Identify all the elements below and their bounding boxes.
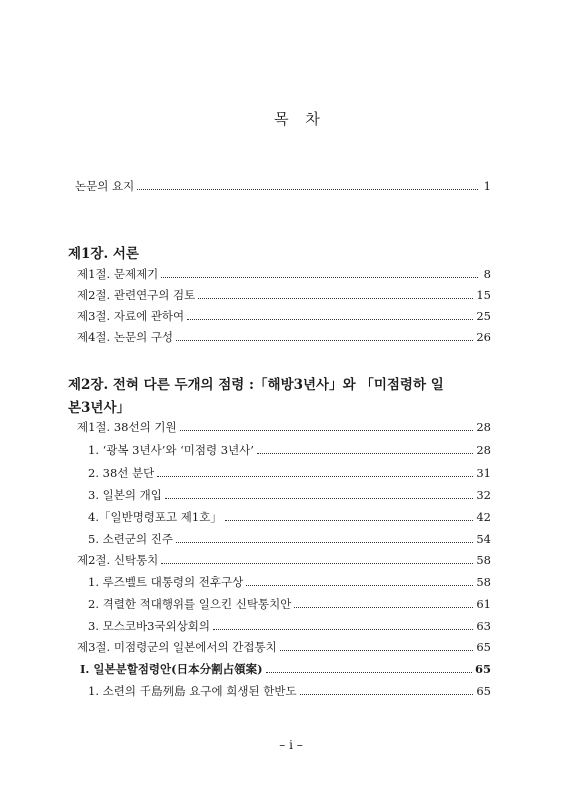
toc-entry-label: 제3절. 미점령군의 일본에서의 간접통치	[77, 640, 277, 654]
dot-leader	[280, 649, 474, 651]
toc-entry-label: 1. 루즈벨트 대통령의 전후구상	[88, 575, 244, 589]
dot-leader	[161, 276, 478, 278]
dot-leader	[176, 541, 473, 543]
toc-entry-page: 65	[474, 662, 491, 676]
toc-entry-label: 5. 소련군의 진주	[88, 532, 173, 546]
dot-leader	[266, 671, 472, 673]
toc-title-char-2: 차	[305, 110, 320, 128]
toc-entry-page: 54	[476, 532, 491, 546]
toc-entry-2-3-I[interactable]	[80, 659, 491, 679]
toc-entry-page: 61	[476, 597, 491, 611]
dot-leader	[180, 429, 474, 431]
toc-entry-page: 28	[476, 443, 491, 457]
dot-leader	[165, 497, 474, 499]
dot-leader	[198, 297, 473, 299]
toc-entry-1-2[interactable]	[77, 285, 491, 305]
toc-entry-2-2-1[interactable]	[88, 572, 491, 592]
toc-entry-2-3-I-1[interactable]	[88, 681, 491, 701]
chapter-1-heading[interactable]: 제1장. 서론	[68, 246, 139, 262]
toc-entry-label: 제2절. 신탁통치	[77, 553, 159, 567]
toc-entry-label: I. 일본분할점령안(日本分割占領案)	[80, 662, 263, 676]
toc-title-char-1: 목	[274, 110, 289, 128]
toc-entry-abstract[interactable]	[75, 176, 491, 196]
toc-entry-1-3[interactable]	[77, 306, 491, 326]
toc-entry-page: 1	[483, 179, 491, 193]
toc-entry-page: 63	[476, 619, 491, 633]
dot-leader	[294, 606, 473, 608]
toc-entry-label: 3. 모스코바3국외상회의	[88, 619, 210, 633]
toc-entry-2-2-3[interactable]	[88, 616, 491, 636]
toc-entry-2-2[interactable]	[77, 550, 491, 570]
dot-leader	[257, 452, 473, 454]
dot-leader	[176, 339, 473, 341]
toc-entry-2-1-2[interactable]	[88, 463, 491, 483]
toc-entry-label: 2. 38선 분단	[88, 466, 155, 480]
dot-leader	[161, 562, 473, 564]
toc-entry-2-2-2[interactable]	[88, 594, 491, 614]
toc-entry-2-1-4[interactable]	[88, 507, 491, 527]
toc-entry-label: 제2절. 관련연구의 검토	[77, 288, 196, 302]
toc-entry-label: 제3절. 자료에 관하여	[77, 309, 185, 323]
toc-entry-page: 31	[476, 466, 491, 480]
chapter-2-heading-line-1[interactable]: 제2장. 전혀 다른 두개의 점령 :「해방3년사」와 「미점령하 일	[68, 377, 444, 393]
toc-entry-page: 26	[476, 330, 491, 344]
page-number: – i –	[279, 738, 303, 752]
toc-entry-page: 58	[476, 575, 491, 589]
toc-entry-page: 25	[476, 309, 491, 323]
toc-entry-label: 4.「일반명령포고 제1호」	[88, 510, 222, 524]
toc-entry-2-1-5[interactable]	[88, 529, 491, 549]
toc-entry-label: 1. ‘광복 3년사’와 ‘미점령 3년사’	[88, 443, 254, 457]
toc-entry-label: 2. 격렬한 적대행위를 일으킨 신탁통치안	[88, 597, 292, 611]
toc-entry-page: 65	[476, 640, 491, 654]
dot-leader	[225, 519, 474, 521]
toc-entry-page: 58	[476, 553, 491, 567]
toc-entry-page: 15	[476, 288, 491, 302]
toc-title	[0, 108, 582, 129]
dot-leader	[213, 628, 473, 630]
dot-leader	[187, 318, 473, 320]
toc-entry-1-1[interactable]	[77, 264, 491, 284]
toc-entry-2-1[interactable]	[77, 417, 491, 437]
toc-entry-label: 3. 일본의 개입	[88, 488, 162, 502]
toc-entry-label: 제1절. 38선의 기원	[77, 420, 177, 434]
dot-leader	[246, 584, 473, 586]
toc-entry-1-4[interactable]	[77, 327, 491, 347]
toc-entry-page: 65	[476, 684, 491, 698]
toc-entry-label: 논문의 요지	[75, 179, 135, 193]
toc-entry-page: 32	[476, 488, 491, 502]
dot-leader	[300, 693, 474, 695]
dot-leader	[137, 188, 478, 190]
toc-entry-2-1-3[interactable]	[88, 485, 491, 505]
toc-entry-2-3[interactable]	[77, 637, 491, 657]
toc-entry-label: 제1절. 문제제기	[77, 267, 159, 281]
toc-entry-page: 28	[476, 420, 491, 434]
toc-entry-label: 1. 소련의 千島列島 요구에 희생된 한반도	[88, 684, 297, 698]
chapter-2-heading-line-2[interactable]: 본3년사」	[68, 400, 131, 416]
toc-entry-2-1-1[interactable]	[88, 440, 491, 460]
toc-entry-page: 8	[483, 267, 491, 281]
dot-leader	[157, 475, 473, 477]
toc-entry-label: 제4절. 논문의 구성	[77, 330, 174, 344]
toc-entry-page: 42	[476, 510, 491, 524]
